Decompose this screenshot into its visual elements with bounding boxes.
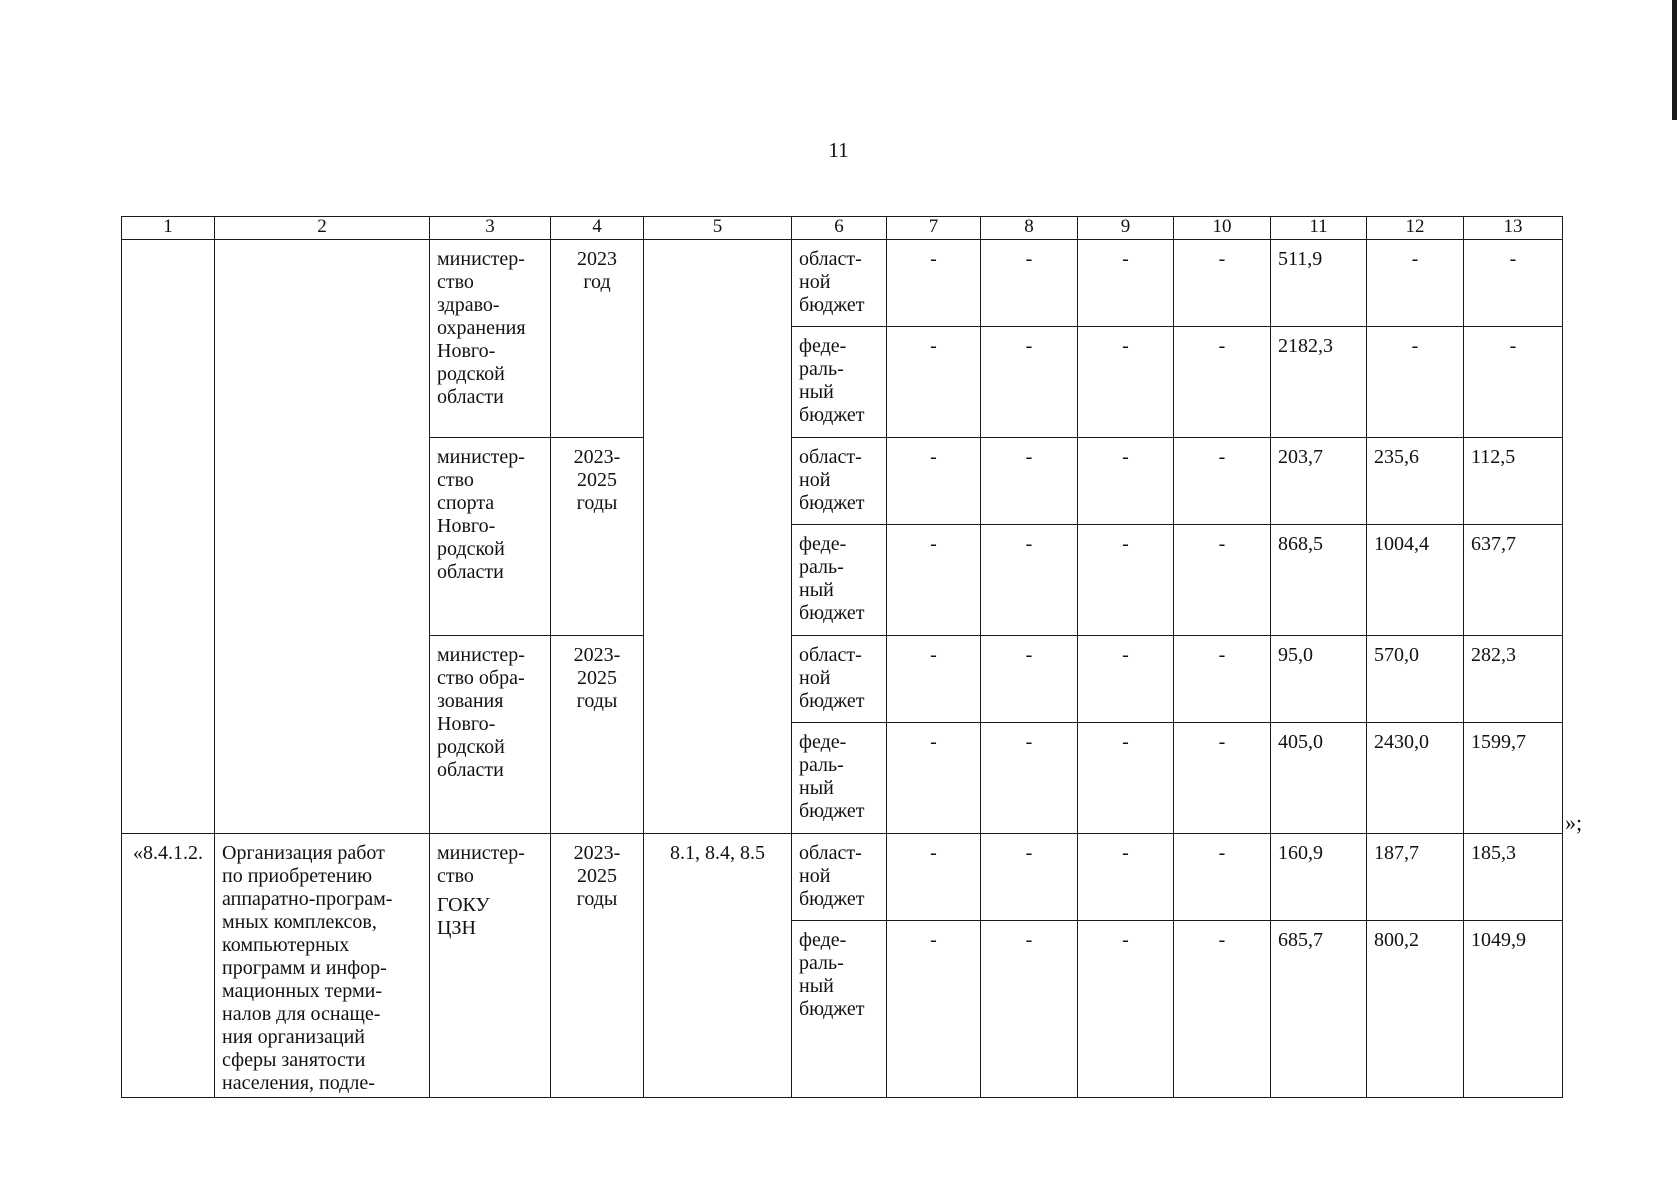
value-cell: 800,2 <box>1367 921 1464 1098</box>
value-cell: 868,5 <box>1271 525 1367 636</box>
table-row <box>122 834 1563 921</box>
value-cell: - <box>981 240 1078 327</box>
value-cell: - <box>887 240 981 327</box>
header-cell: 1 <box>122 217 215 240</box>
value-cell: - <box>887 525 981 636</box>
value-cell: 570,0 <box>1367 636 1464 723</box>
empty-cell <box>215 240 430 834</box>
value-cell: - <box>981 723 1078 834</box>
value-cell: 2182,3 <box>1271 327 1367 438</box>
value-cell: 282,3 <box>1464 636 1563 723</box>
value-cell: - <box>887 636 981 723</box>
header-cell: 3 <box>430 217 551 240</box>
ministry-cell: министер- ство здраво- охранения Новго- родской области <box>430 240 551 438</box>
value-cell: - <box>887 921 981 1098</box>
budget-source-cell: област- ной бюджет <box>792 438 887 525</box>
value-cell: - <box>887 438 981 525</box>
value-cell: 112,5 <box>1464 438 1563 525</box>
value-cell: - <box>1078 921 1174 1098</box>
header-cell: 8 <box>981 217 1078 240</box>
header-row <box>122 217 1563 240</box>
targets-cell: 8.1, 8.4, 8.5 <box>644 834 792 1098</box>
value-cell: - <box>1174 327 1271 438</box>
value-cell: - <box>1078 438 1174 525</box>
value-cell: 637,7 <box>1464 525 1563 636</box>
value-cell: - <box>1367 240 1464 327</box>
value-cell: - <box>981 438 1078 525</box>
value-cell: 685,7 <box>1271 921 1367 1098</box>
header-cell: 7 <box>887 217 981 240</box>
period-cell: 2023- 2025 годы <box>551 438 644 636</box>
value-cell: 187,7 <box>1367 834 1464 921</box>
value-cell: - <box>981 327 1078 438</box>
header-cell: 2 <box>215 217 430 240</box>
value-cell: - <box>1174 921 1271 1098</box>
executor-line: министер- ство <box>437 842 525 887</box>
value-cell: - <box>1464 327 1563 438</box>
value-cell: - <box>1174 240 1271 327</box>
item-number-cell: «8.4.1.2. <box>122 834 215 1098</box>
value-cell: - <box>981 834 1078 921</box>
value-cell: - <box>1078 834 1174 921</box>
value-cell: - <box>1078 240 1174 327</box>
value-cell: - <box>887 834 981 921</box>
value-cell: 203,7 <box>1271 438 1367 525</box>
value-cell: - <box>1174 636 1271 723</box>
value-cell: - <box>1174 525 1271 636</box>
header-cell: 5 <box>644 217 792 240</box>
value-cell: 95,0 <box>1271 636 1367 723</box>
value-cell: - <box>1174 438 1271 525</box>
page-number: 11 <box>828 138 849 162</box>
item-description-cell: Организация работ по приобретению аппаратно-програм- мных комплексов, компьютерных программ и инфор- мационных терми- налов для оснаще- ния организаций сферы занятости населения, подле- <box>215 834 430 1098</box>
value-cell: - <box>1078 525 1174 636</box>
value-cell: - <box>1078 327 1174 438</box>
value-cell: - <box>1464 240 1563 327</box>
value-cell: - <box>1174 723 1271 834</box>
budget-source-cell: феде- раль- ный бюджет <box>792 723 887 834</box>
value-cell: 511,9 <box>1271 240 1367 327</box>
empty-cell <box>644 240 792 834</box>
closing-quote-mark: »; <box>1565 810 1583 835</box>
header-cell: 12 <box>1367 217 1464 240</box>
value-cell: 1049,9 <box>1464 921 1563 1098</box>
budget-source-cell: област- ной бюджет <box>792 834 887 921</box>
value-cell: 1599,7 <box>1464 723 1563 834</box>
executor-line: ГОКУ ЦЗН <box>437 894 490 939</box>
value-cell: 160,9 <box>1271 834 1367 921</box>
executor-cell <box>430 834 551 1098</box>
header-cell: 4 <box>551 217 644 240</box>
header-cell: 6 <box>792 217 887 240</box>
value-cell: - <box>887 723 981 834</box>
header-cell: 11 <box>1271 217 1367 240</box>
budget-source-cell: област- ной бюджет <box>792 636 887 723</box>
header-cell: 10 <box>1174 217 1271 240</box>
budget-source-cell: област- ной бюджет <box>792 240 887 327</box>
value-cell: - <box>981 525 1078 636</box>
ministry-cell: министер- ство обра- зования Новго- родской области <box>430 636 551 834</box>
value-cell: 1004,4 <box>1367 525 1464 636</box>
period-cell: 2023- 2025 годы <box>551 636 644 834</box>
value-cell: - <box>1174 834 1271 921</box>
empty-cell <box>122 240 215 834</box>
header-cell: 9 <box>1078 217 1174 240</box>
value-cell: - <box>1078 636 1174 723</box>
value-cell: 2430,0 <box>1367 723 1464 834</box>
value-cell: - <box>887 327 981 438</box>
value-cell: 405,0 <box>1271 723 1367 834</box>
period-cell: 2023 год <box>551 240 644 438</box>
ministry-cell: министер- ство спорта Новго- родской области <box>430 438 551 636</box>
value-cell: - <box>981 636 1078 723</box>
budget-source-cell: феде- раль- ный бюджет <box>792 525 887 636</box>
budget-table <box>121 216 1563 1098</box>
table-row <box>122 240 1563 327</box>
period-cell: 2023- 2025 годы <box>551 834 644 1098</box>
header-cell: 13 <box>1464 217 1563 240</box>
value-cell: - <box>981 921 1078 1098</box>
value-cell: - <box>1078 723 1174 834</box>
value-cell: 185,3 <box>1464 834 1563 921</box>
scan-edge-mark <box>1672 0 1677 120</box>
budget-source-cell: феде- раль- ный бюджет <box>792 327 887 438</box>
value-cell: 235,6 <box>1367 438 1464 525</box>
budget-source-cell: феде- раль- ный бюджет <box>792 921 887 1098</box>
value-cell: - <box>1367 327 1464 438</box>
